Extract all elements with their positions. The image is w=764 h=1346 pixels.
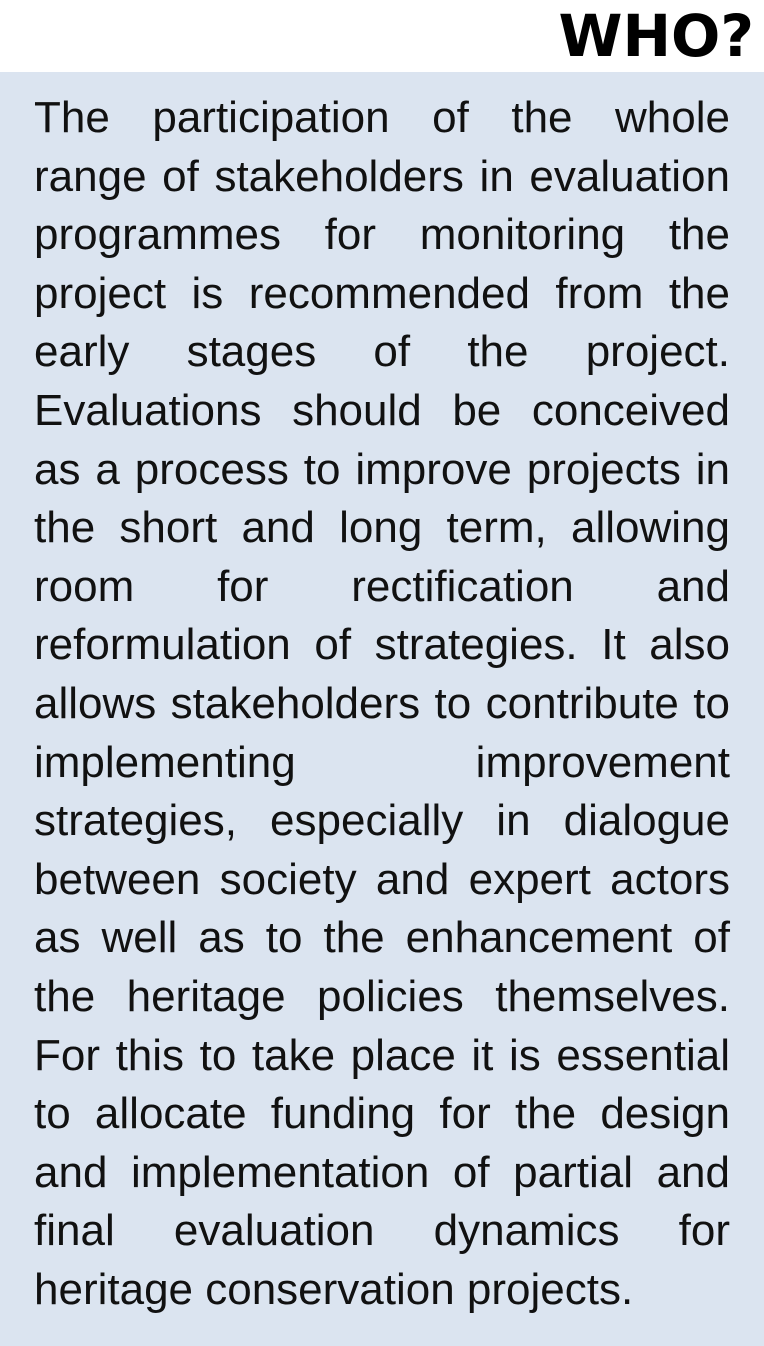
body-paragraph: The participation of the whole range of stakeholders in evaluation programmes for monitoring the project is recommended from the early stages of the project. Evaluations should be conceived as a process to improve projects in the short and long term, allowing room for rectification and reformulation of strategies. It also allows stakeholders to contribute to implementing improvement strategies, especially in dialogue between society and expert actors as well as to the enhancement of the heritage policies themselves. For this to take place it is essential to allocate funding for the design and implementation of partial and final evaluation dynamics for heritage conservation projects. [34,93,730,1314]
section-heading: WHO? [558,2,754,70]
text-panel [0,72,764,1346]
section-header [0,0,764,72]
